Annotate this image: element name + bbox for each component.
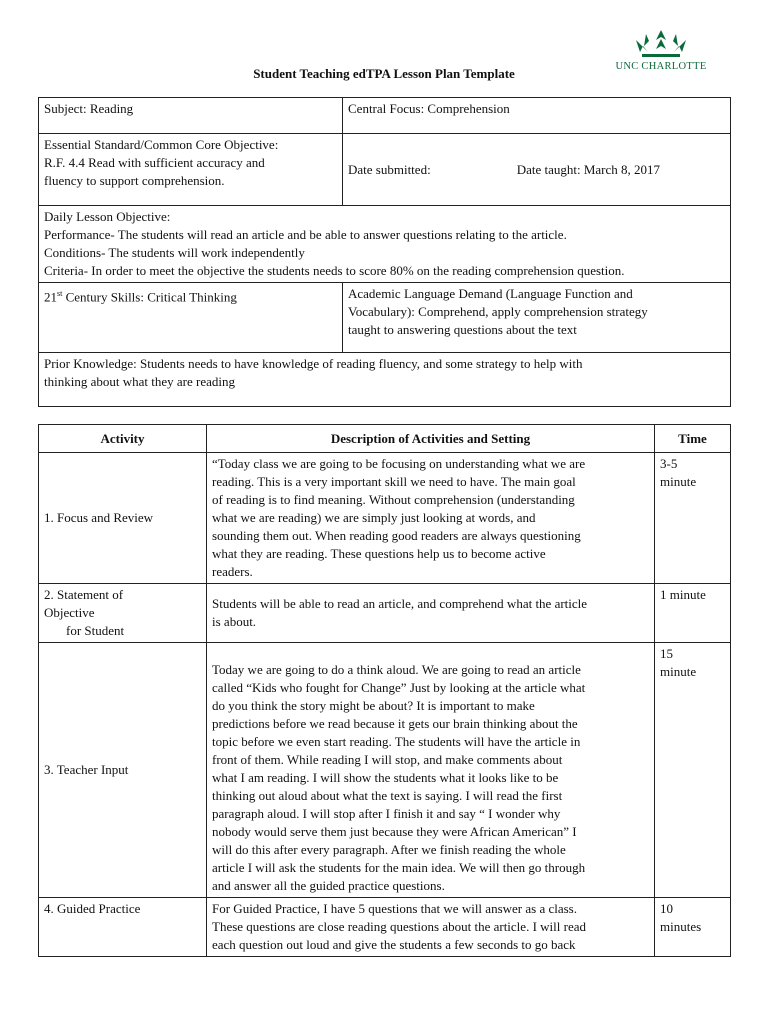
time-cell: 3-5 minute — [655, 453, 731, 584]
activity-cell: 4. Guided Practice — [39, 898, 207, 957]
time-cell: 10 minutes — [655, 898, 731, 957]
description-header: Description of Activities and Setting — [207, 425, 655, 453]
activity-cell: 2. Statement of Objective for Student — [39, 584, 207, 643]
date-taught-label: Date taught: March 8, 2017 — [516, 161, 661, 177]
time-cell: 1 minute — [655, 584, 731, 643]
document-title: Student Teaching edTPA Lesson Plan Template — [253, 66, 515, 81]
standard-cell: Essential Standard/Common Core Objective: R.F. 4.4 Read with sufficient accuracy and fluency to support comprehension. — [39, 134, 343, 206]
crown-icon — [632, 26, 690, 60]
logo-text: UNC CHARLOTTE — [615, 61, 707, 72]
prior-knowledge-cell: Prior Knowledge: Students needs to have knowledge of reading fluency, and some strategy to help with thinking about what they are reading — [39, 353, 731, 407]
dates-cell — [343, 134, 731, 206]
central-focus-cell: Central Focus: Comprehension — [343, 98, 731, 134]
description-cell: Students will be able to read an article, and comprehend what the article is about. — [207, 584, 655, 643]
daily-objective-cell: Daily Lesson Objective: Performance- The students will read an article and be able to answer questions relating to the article. Conditions- The students will work independently Criteria- In order to meet the objective the students needs to score 80% on the reading comprehension question. — [39, 206, 731, 283]
subject-cell: Subject: Reading — [39, 98, 343, 134]
century-skills-cell: 21st Century Skills: Critical Thinking — [39, 283, 343, 353]
table-row — [39, 643, 731, 898]
academic-language-cell: Academic Language Demand (Language Function and Vocabulary): Comprehend, apply comprehension strategy taught to answering questions about the text — [343, 283, 731, 353]
date-submitted-label: Date submitted: — [348, 161, 431, 177]
table-row — [39, 898, 731, 957]
table-row — [39, 584, 731, 643]
activity-cell: 1. Focus and Review — [39, 453, 207, 584]
table-row — [39, 453, 731, 584]
description-cell: For Guided Practice, I have 5 questions that we will answer as a class. These questions are close reading questions about the article. I will read each question out loud and give the students a few seconds to go back — [207, 898, 655, 957]
time-cell: 15 minute — [655, 643, 731, 898]
time-header: Time — [655, 425, 731, 453]
description-cell: Today we are going to do a think aloud. We are going to read an article called “Kids who fought for Change” Just by looking at the article what do you think the story might be about? It is important to make predictions before we read because it gets our brain thinking about the topic before we even start reading. The students will have the article in front of them. While reading I will stop, and make comments about what I am reading. I will show the students what it looks like to be thinking out aloud about what the text is saying. I will read the first paragraph aloud. I will stop after I finish it and say “ I wonder why nobody would serve them just because they were African American” I will do this after every paragraph. After we finish reading the whole article I will ask the students for the main idea. We will then go through and answer all the guided practice questions. — [207, 643, 655, 898]
activities-table — [38, 424, 731, 957]
description-cell: “Today class we are going to be focusing on understanding what we are reading. This is a very important skill we need to have. The main goal of reading is to find meaning. Without comprehension (understanding what we are reading) we are simply just looking at words, and sounding them out. When reading good readers are always questioning what they are reading. These questions help us to become active readers. — [207, 453, 655, 584]
activity-header: Activity — [39, 425, 207, 453]
lesson-info-table — [38, 97, 731, 407]
activity-cell: 3. Teacher Input — [39, 643, 207, 898]
